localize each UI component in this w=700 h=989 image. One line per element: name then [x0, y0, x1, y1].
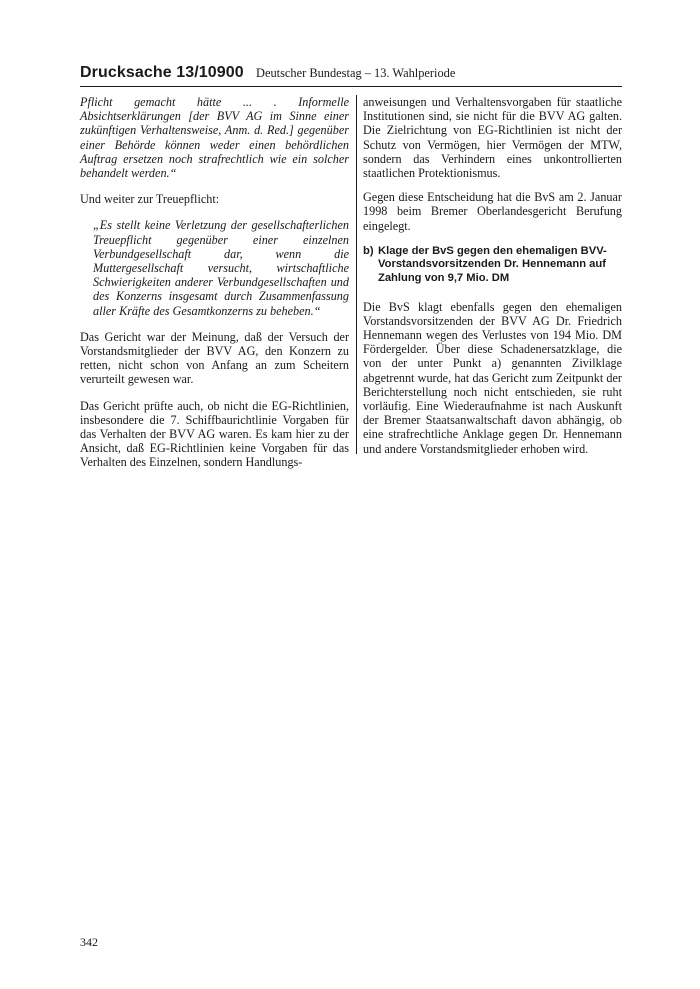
- parliament-subtitle: Deutscher Bundestag – 13. Wahlperiode: [256, 66, 456, 80]
- paragraph-klage-hennemann: Die BvS klagt ebenfalls gegen den ehemaligen Vorstandsvorsitzenden der BVV AG Dr. Friedrich Hennemann wegen des Verlustes von 194 Mio. DM Fördergelder. Über diese Schadenersatzklage, die von der unter Punkt a) genannten Zivilklage abgetrennt wurde, hat das Gericht zum Zeitpunkt der Berichterstellung noch nicht entschieden, sie ruht vorläufig. Eine Wiederaufnahme ist nach Auskunft der Bremer Staatsanwaltschaft davon abhängig, ob eine strafrechtliche Anklage gegen Dr. Hennemann und andere Vorstandsmitglieder erhoben wird.: [363, 299, 622, 456]
- document-number: Drucksache 13/10900: [80, 64, 244, 81]
- left-column: [80, 95, 349, 482]
- quote-continuation: Pflicht gemacht hätte ... . Informelle Absichtserklärungen [der BVV AG im Sinne einer zukünftigen Verhaltensweise, Anm. d. Red.] gegenüber einer Behörde können weder einen behördlichen Auftrag ersetzen noch strafrechtlich wie ein solcher behandelt werden.“: [80, 95, 349, 181]
- paragraph-eg-richtlinien: Das Gericht prüfte auch, ob nicht die EG-Richtlinien, insbesondere die 7. Schiffbaurichtlinie Vorgaben für das Verhalten der BVV AG waren. Es kam hier zu der Ansicht, daß EG-Richtlinien keine Vorgaben für das Verhalten des Einzelnen, sondern Handlungs-: [80, 398, 349, 470]
- right-column: [363, 95, 622, 468]
- block-quote-treuepflicht: „Es stellt keine Verletzung der gesellschafterlichen Treuepflicht gegenüber einer einzelnen Verbundgesellschaft dar, wenn die Muttergesellschaft versucht, wirtschaftliche Schwierigkeiten anderer Verbundgesellschaften und des Konzerns insgesamt durch Zusammenfassung aller Kräfte des Gesamtkonzerns zu beheben.“: [93, 218, 349, 318]
- paragraph-court-opinion: Das Gericht war der Meinung, daß der Versuch der Vorstandsmitglieder der BVV AG, den Konzern zu retten, nicht schon von Anfang an zum Scheitern verurteilt gewesen war.: [80, 329, 349, 387]
- page-header: [80, 64, 622, 87]
- paragraph-continuation: anweisungen und Verhaltensvorgaben für staatliche Institutionen sind, sie nicht für die BVV AG galten. Die Zielrichtung von EG-Richtlinien ist nicht der Schutz von Vermögen, hier Vermögen der MTW, sondern das Verhindern eines unkontrollierten staatlichen Protektionismus.: [363, 95, 622, 181]
- paragraph-berufung: Gegen diese Entscheidung hat die BvS am 2. Januar 1998 beim Bremer Oberlandesgericht Berufung eingelegt.: [363, 190, 622, 233]
- section-label: b): [363, 244, 374, 257]
- column-divider: [356, 95, 357, 454]
- intro-treuepflicht: Und weiter zur Treuepflicht:: [80, 192, 220, 207]
- section-heading-b: [363, 245, 622, 286]
- page-number: 342: [80, 935, 98, 949]
- section-title: Klage der BvS gegen den ehemaligen BVV-Vorstandsvorsitzenden Dr. Hennemann auf Zahlung von 9,7 Mio. DM: [378, 244, 607, 285]
